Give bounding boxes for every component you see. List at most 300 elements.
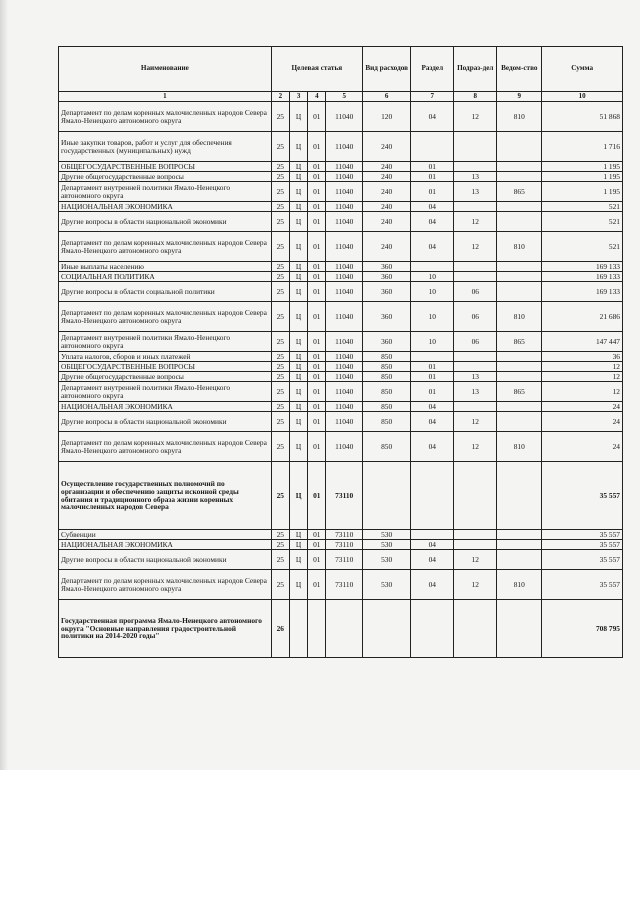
cell-section: 04 (411, 540, 454, 550)
cell-target-program: 25 (271, 530, 289, 540)
table-row (59, 202, 623, 212)
cell-target-program: 25 (271, 172, 289, 182)
cell-sum: 521 (542, 232, 623, 262)
cell-department (497, 352, 542, 362)
cell-target-program: 25 (271, 432, 289, 462)
cell-target-program: 25 (271, 162, 289, 172)
cell-target-activity: 01 (308, 172, 326, 182)
cell-target-subprogram: Ц (289, 302, 307, 332)
cell-name: Департамент внутренней политики Ямало-Ненецкого автономного округа (59, 182, 272, 202)
header-row (59, 47, 623, 92)
table-row (59, 162, 623, 172)
cell-target-program: 25 (271, 182, 289, 202)
cell-target-subprogram: Ц (289, 382, 307, 402)
cell-subsection: 12 (454, 550, 497, 570)
table-row (59, 540, 623, 550)
cell-target-program: 25 (271, 212, 289, 232)
cell-target-subprogram: Ц (289, 432, 307, 462)
cell-name: Департамент внутренней политики Ямало-Ненецкого автономного округа (59, 382, 272, 402)
cell-target-activity: 01 (308, 412, 326, 432)
cell-subsection (454, 132, 497, 162)
cell-subsection (454, 462, 497, 530)
cell-target-activity: 01 (308, 212, 326, 232)
cell-target-activity: 01 (308, 232, 326, 262)
column-number-row (59, 92, 623, 102)
header-department: Ведом-ство (497, 47, 542, 92)
cell-target-subprogram: Ц (289, 202, 307, 212)
cell-target-direction: 11040 (326, 212, 363, 232)
cell-name: ОБЩЕГОСУДАРСТВЕННЫЕ ВОПРОСЫ (59, 362, 272, 372)
table-row (59, 570, 623, 600)
cell-target-direction: 11040 (326, 362, 363, 372)
cell-target-activity: 01 (308, 402, 326, 412)
cell-target-activity: 01 (308, 462, 326, 530)
cell-target-direction: 73110 (326, 540, 363, 550)
cell-name: Департамент внутренней политики Ямало-Ненецкого автономного округа (59, 332, 272, 352)
cell-section: 01 (411, 372, 454, 382)
cell-target-activity: 01 (308, 530, 326, 540)
cell-department: 865 (497, 182, 542, 202)
table-row (59, 382, 623, 402)
cell-expense-type (363, 462, 411, 530)
cell-target-direction: 11040 (326, 162, 363, 172)
cell-subsection: 13 (454, 372, 497, 382)
cell-target-program: 26 (271, 600, 289, 658)
cell-sum: 35 557 (542, 530, 623, 540)
cell-name: Департамент по делам коренных малочисленных народов Севера Ямало-Ненецкого автономного округа (59, 302, 272, 332)
cell-target-direction: 11040 (326, 402, 363, 412)
cell-sum: 169 133 (542, 282, 623, 302)
cell-department: 810 (497, 232, 542, 262)
column-number: 2 (271, 92, 289, 102)
table-row (59, 102, 623, 132)
cell-name: НАЦИОНАЛЬНАЯ ЭКОНОМИКА (59, 402, 272, 412)
cell-target-direction: 11040 (326, 332, 363, 352)
cell-section: 04 (411, 202, 454, 212)
cell-subsection (454, 530, 497, 540)
cell-department (497, 600, 542, 658)
cell-target-program: 25 (271, 362, 289, 372)
cell-target-subprogram: Ц (289, 212, 307, 232)
cell-target-activity: 01 (308, 102, 326, 132)
table-row (59, 362, 623, 372)
cell-subsection: 12 (454, 432, 497, 462)
cell-section: 04 (411, 570, 454, 600)
cell-expense-type: 240 (363, 132, 411, 162)
cell-target-activity: 01 (308, 272, 326, 282)
cell-subsection: 06 (454, 302, 497, 332)
table-row (59, 182, 623, 202)
cell-target-direction: 11040 (326, 302, 363, 332)
cell-sum: 1 716 (542, 132, 623, 162)
cell-target-activity: 01 (308, 540, 326, 550)
cell-target-activity: 01 (308, 332, 326, 352)
cell-department (497, 272, 542, 282)
cell-section: 04 (411, 212, 454, 232)
cell-section: 04 (411, 402, 454, 412)
cell-target-program: 25 (271, 282, 289, 302)
cell-target-direction: 73110 (326, 462, 363, 530)
cell-subsection: 12 (454, 212, 497, 232)
cell-sum: 169 133 (542, 262, 623, 272)
cell-sum: 521 (542, 212, 623, 232)
cell-sum: 1 195 (542, 172, 623, 182)
column-number: 7 (411, 92, 454, 102)
header-name: Наименование (59, 47, 272, 92)
cell-target-program: 25 (271, 402, 289, 412)
cell-subsection (454, 540, 497, 550)
cell-expense-type: 360 (363, 332, 411, 352)
budget-table (58, 46, 623, 658)
cell-target-direction: 11040 (326, 202, 363, 212)
cell-target-direction: 11040 (326, 412, 363, 432)
cell-target-program: 25 (271, 332, 289, 352)
cell-expense-type: 850 (363, 432, 411, 462)
table-row (59, 332, 623, 352)
cell-sum: 24 (542, 432, 623, 462)
cell-target-activity: 01 (308, 202, 326, 212)
cell-target-subprogram: Ц (289, 162, 307, 172)
cell-target-direction: 11040 (326, 172, 363, 182)
cell-section: 04 (411, 432, 454, 462)
cell-expense-type: 360 (363, 262, 411, 272)
cell-target-subprogram: Ц (289, 352, 307, 362)
cell-target-subprogram: Ц (289, 272, 307, 282)
cell-name: Иные выплаты населению (59, 262, 272, 272)
cell-target-program: 25 (271, 372, 289, 382)
cell-section (411, 262, 454, 272)
cell-target-activity: 01 (308, 132, 326, 162)
cell-expense-type: 120 (363, 102, 411, 132)
cell-sum: 1 195 (542, 182, 623, 202)
cell-sum: 24 (542, 412, 623, 432)
cell-name: Департамент по делам коренных малочисленных народов Севера Ямало-Ненецкого автономного округа (59, 570, 272, 600)
cell-sum: 35 557 (542, 462, 623, 530)
cell-name: ОБЩЕГОСУДАРСТВЕННЫЕ ВОПРОСЫ (59, 162, 272, 172)
cell-target-activity: 01 (308, 362, 326, 372)
cell-section (411, 530, 454, 540)
cell-expense-type: 360 (363, 282, 411, 302)
table-row (59, 232, 623, 262)
cell-expense-type: 530 (363, 570, 411, 600)
cell-target-program: 25 (271, 202, 289, 212)
cell-sum: 21 686 (542, 302, 623, 332)
cell-department (497, 162, 542, 172)
cell-target-program: 25 (271, 272, 289, 282)
cell-section: 01 (411, 362, 454, 372)
cell-department (497, 362, 542, 372)
cell-department: 865 (497, 382, 542, 402)
table-row (59, 352, 623, 362)
cell-department (497, 132, 542, 162)
cell-section: 01 (411, 182, 454, 202)
cell-name: Субвенции (59, 530, 272, 540)
cell-sum: 169 133 (542, 272, 623, 282)
header-subsection: Подраз-дел (454, 47, 497, 92)
cell-expense-type (363, 600, 411, 658)
cell-target-subprogram: Ц (289, 362, 307, 372)
cell-department (497, 262, 542, 272)
cell-target-program: 25 (271, 302, 289, 332)
cell-target-program: 25 (271, 540, 289, 550)
cell-target-activity: 01 (308, 432, 326, 462)
cell-target-program: 25 (271, 412, 289, 432)
cell-target-direction: 11040 (326, 432, 363, 462)
cell-target-program: 25 (271, 102, 289, 132)
cell-sum: 12 (542, 372, 623, 382)
cell-target-activity: 01 (308, 302, 326, 332)
cell-target-activity: 01 (308, 282, 326, 302)
cell-section: 10 (411, 302, 454, 332)
cell-expense-type: 240 (363, 182, 411, 202)
table-row (59, 272, 623, 282)
column-number: 6 (363, 92, 411, 102)
cell-name: НАЦИОНАЛЬНАЯ ЭКОНОМИКА (59, 540, 272, 550)
cell-section: 01 (411, 172, 454, 182)
cell-subsection (454, 162, 497, 172)
cell-name: Иные закупки товаров, работ и услуг для обеспечения государственных (муниципальных) нужд (59, 132, 272, 162)
table-row (59, 372, 623, 382)
cell-target-direction: 73110 (326, 550, 363, 570)
cell-target-subprogram: Ц (289, 232, 307, 262)
cell-target-subprogram: Ц (289, 182, 307, 202)
cell-expense-type: 850 (363, 362, 411, 372)
cell-expense-type: 850 (363, 402, 411, 412)
cell-target-program: 25 (271, 132, 289, 162)
cell-name: Государственная программа Ямало-Ненецкого автономного округа "Основные направления градостроительной политики на 2014-2020 годы" (59, 600, 272, 658)
cell-expense-type: 530 (363, 550, 411, 570)
table-row (59, 212, 623, 232)
cell-sum: 521 (542, 202, 623, 212)
table-row (59, 262, 623, 272)
cell-target-direction: 11040 (326, 132, 363, 162)
cell-target-activity: 01 (308, 382, 326, 402)
cell-target-program: 25 (271, 382, 289, 402)
cell-section: 10 (411, 272, 454, 282)
column-number: 1 (59, 92, 272, 102)
column-number: 4 (308, 92, 326, 102)
cell-subsection (454, 600, 497, 658)
cell-name: СОЦИАЛЬНАЯ ПОЛИТИКА (59, 272, 272, 282)
cell-target-subprogram (289, 600, 307, 658)
cell-name: Уплата налогов, сборов и иных платежей (59, 352, 272, 362)
cell-name: Другие общегосударственные вопросы (59, 172, 272, 182)
cell-target-subprogram: Ц (289, 332, 307, 352)
cell-subsection (454, 262, 497, 272)
cell-target-subprogram: Ц (289, 132, 307, 162)
cell-target-direction (326, 600, 363, 658)
cell-department (497, 530, 542, 540)
cell-expense-type: 240 (363, 172, 411, 182)
cell-expense-type: 240 (363, 162, 411, 172)
cell-name: Другие вопросы в области национальной экономики (59, 412, 272, 432)
cell-section: 04 (411, 412, 454, 432)
cell-name: НАЦИОНАЛЬНАЯ ЭКОНОМИКА (59, 202, 272, 212)
cell-sum: 708 795 (542, 600, 623, 658)
cell-department (497, 412, 542, 432)
cell-expense-type: 530 (363, 530, 411, 540)
cell-name: Другие общегосударственные вопросы (59, 372, 272, 382)
cell-section (411, 600, 454, 658)
cell-sum: 35 557 (542, 570, 623, 600)
table-row (59, 302, 623, 332)
cell-section: 04 (411, 550, 454, 570)
cell-target-program: 25 (271, 352, 289, 362)
cell-expense-type: 850 (363, 382, 411, 402)
cell-subsection (454, 352, 497, 362)
cell-sum: 35 557 (542, 550, 623, 570)
cell-target-direction: 11040 (326, 262, 363, 272)
cell-sum: 24 (542, 402, 623, 412)
cell-subsection: 06 (454, 332, 497, 352)
cell-subsection: 13 (454, 172, 497, 182)
cell-target-direction: 11040 (326, 352, 363, 362)
cell-target-subprogram: Ц (289, 102, 307, 132)
cell-expense-type: 240 (363, 212, 411, 232)
cell-subsection: 13 (454, 182, 497, 202)
cell-target-subprogram: Ц (289, 462, 307, 530)
cell-expense-type: 360 (363, 272, 411, 282)
cell-section: 04 (411, 102, 454, 132)
cell-department (497, 282, 542, 302)
cell-section: 01 (411, 162, 454, 172)
cell-target-direction: 11040 (326, 272, 363, 282)
cell-department: 810 (497, 432, 542, 462)
cell-sum: 1 195 (542, 162, 623, 172)
header-section: Раздел (411, 47, 454, 92)
cell-subsection: 12 (454, 570, 497, 600)
cell-target-direction: 11040 (326, 282, 363, 302)
cell-target-program: 25 (271, 232, 289, 262)
cell-target-direction: 11040 (326, 382, 363, 402)
cell-target-subprogram: Ц (289, 530, 307, 540)
cell-section: 01 (411, 382, 454, 402)
cell-section: 10 (411, 282, 454, 302)
cell-department (497, 172, 542, 182)
cell-subsection: 12 (454, 102, 497, 132)
cell-department (497, 202, 542, 212)
cell-target-subprogram: Ц (289, 570, 307, 600)
column-number: 5 (326, 92, 363, 102)
cell-expense-type: 360 (363, 302, 411, 332)
table-row (59, 402, 623, 412)
cell-department: 810 (497, 570, 542, 600)
cell-name: Осуществление государственных полномочий по организации и обеспечению защиты исконной среды обитания и традиционного образа жизни коренных малочисленных народов Севера (59, 462, 272, 530)
header-target-article: Целевая статья (271, 47, 362, 92)
cell-name: Другие вопросы в области национальной экономики (59, 212, 272, 232)
cell-target-program: 25 (271, 550, 289, 570)
cell-expense-type: 850 (363, 412, 411, 432)
table-body (59, 102, 623, 658)
table-row (59, 172, 623, 182)
cell-target-subprogram: Ц (289, 550, 307, 570)
table-row (59, 282, 623, 302)
table-row (59, 412, 623, 432)
cell-sum: 51 868 (542, 102, 623, 132)
cell-department (497, 550, 542, 570)
cell-target-direction: 11040 (326, 372, 363, 382)
cell-sum: 36 (542, 352, 623, 362)
cell-subsection: 06 (454, 282, 497, 302)
cell-department (497, 372, 542, 382)
cell-subsection (454, 272, 497, 282)
cell-section: 10 (411, 332, 454, 352)
column-number: 3 (289, 92, 307, 102)
table-row (59, 530, 623, 540)
cell-expense-type: 850 (363, 352, 411, 362)
cell-expense-type: 530 (363, 540, 411, 550)
cell-target-activity: 01 (308, 372, 326, 382)
cell-name: Другие вопросы в области национальной экономики (59, 550, 272, 570)
cell-subsection: 12 (454, 412, 497, 432)
cell-department: 810 (497, 102, 542, 132)
cell-target-program: 25 (271, 462, 289, 530)
cell-expense-type: 850 (363, 372, 411, 382)
cell-subsection (454, 402, 497, 412)
cell-target-subprogram: Ц (289, 172, 307, 182)
column-number: 9 (497, 92, 542, 102)
cell-target-subprogram: Ц (289, 282, 307, 302)
cell-subsection (454, 202, 497, 212)
cell-target-activity (308, 600, 326, 658)
cell-department (497, 540, 542, 550)
cell-target-program: 25 (271, 262, 289, 272)
cell-target-subprogram: Ц (289, 412, 307, 432)
cell-name: Департамент по делам коренных малочисленных народов Севера Ямало-Ненецкого автономного округа (59, 102, 272, 132)
cell-target-subprogram: Ц (289, 372, 307, 382)
cell-target-subprogram: Ц (289, 262, 307, 272)
cell-subsection: 12 (454, 232, 497, 262)
cell-target-subprogram: Ц (289, 402, 307, 412)
cell-target-activity: 01 (308, 352, 326, 362)
cell-name: Департамент по делам коренных малочисленных народов Севера Ямало-Ненецкого автономного округа (59, 432, 272, 462)
cell-section (411, 352, 454, 362)
cell-sum: 12 (542, 382, 623, 402)
table-row (59, 600, 623, 658)
cell-target-activity: 01 (308, 162, 326, 172)
cell-target-program: 25 (271, 570, 289, 600)
table-row (59, 550, 623, 570)
cell-section: 04 (411, 232, 454, 262)
cell-expense-type: 240 (363, 202, 411, 212)
header-expense-type: Вид расходов (363, 47, 411, 92)
table-row (59, 462, 623, 530)
cell-target-activity: 01 (308, 182, 326, 202)
cell-department (497, 212, 542, 232)
cell-department: 865 (497, 332, 542, 352)
cell-target-activity: 01 (308, 570, 326, 600)
table-row (59, 132, 623, 162)
cell-subsection: 13 (454, 382, 497, 402)
cell-target-subprogram: Ц (289, 540, 307, 550)
cell-sum: 12 (542, 362, 623, 372)
column-number: 10 (542, 92, 623, 102)
header-sum: Сумма (542, 47, 623, 92)
cell-department (497, 462, 542, 530)
scan-edge-shadow (0, 0, 8, 770)
cell-department (497, 402, 542, 412)
cell-section (411, 132, 454, 162)
cell-target-direction: 11040 (326, 182, 363, 202)
cell-sum: 35 557 (542, 540, 623, 550)
cell-name: Другие вопросы в области социальной политики (59, 282, 272, 302)
cell-name: Департамент по делам коренных малочисленных народов Севера Ямало-Ненецкого автономного округа (59, 232, 272, 262)
cell-subsection (454, 362, 497, 372)
cell-section (411, 462, 454, 530)
cell-department: 810 (497, 302, 542, 332)
cell-target-direction: 73110 (326, 570, 363, 600)
cell-target-direction: 73110 (326, 530, 363, 540)
